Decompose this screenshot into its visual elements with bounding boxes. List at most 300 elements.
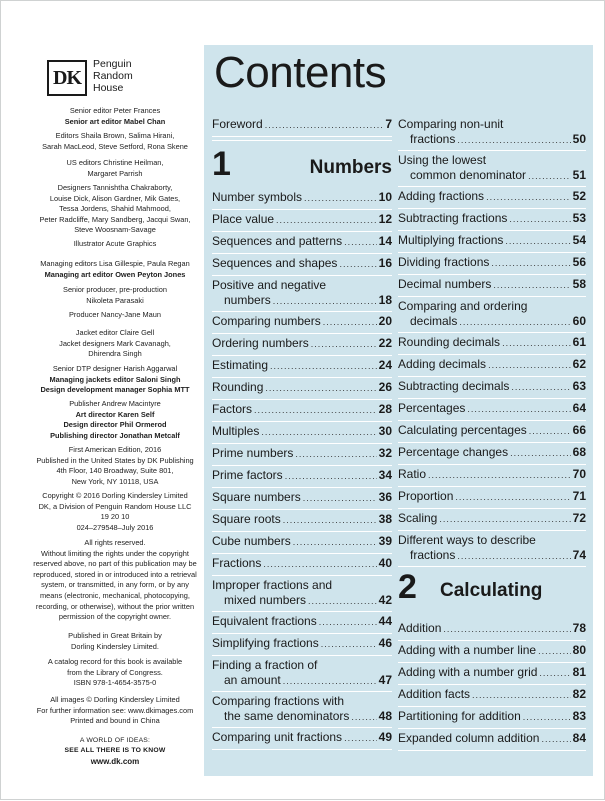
toc-entry-row bbox=[398, 423, 586, 439]
divider bbox=[398, 376, 586, 377]
toc-entry-row bbox=[212, 534, 392, 550]
page-number: 56 bbox=[572, 255, 586, 269]
credit-line: Peter Radcliffe, Mary Sandberg, Jacqui Swan, bbox=[39, 214, 191, 224]
divider bbox=[212, 749, 392, 750]
dot-leader bbox=[455, 490, 570, 505]
dot-leader bbox=[323, 315, 377, 330]
section-header-calculating bbox=[398, 570, 586, 604]
page-number: 48 bbox=[378, 709, 392, 723]
dot-leader bbox=[285, 469, 377, 484]
page-number: 62 bbox=[572, 357, 586, 371]
credit-line: DK, a Division of Penguin Random House LLC bbox=[38, 501, 192, 511]
dot-leader bbox=[488, 358, 571, 373]
credit-line: from the Library of Congress. bbox=[67, 667, 163, 677]
dot-leader bbox=[319, 615, 377, 630]
toc-entry-title: Square roots bbox=[212, 512, 281, 526]
credit-line: US editors Christine Heilman, bbox=[66, 158, 164, 167]
toc-entry[interactable] bbox=[212, 190, 392, 206]
toc-entry-title: Estimating bbox=[212, 358, 269, 372]
toc-entry[interactable] bbox=[212, 380, 392, 396]
credit-block bbox=[27, 310, 203, 321]
toc-entry[interactable] bbox=[398, 299, 586, 330]
credit-line: reserved above, no part of this publication may be bbox=[33, 559, 197, 569]
dot-leader bbox=[529, 424, 571, 439]
page-number: 80 bbox=[572, 643, 586, 657]
toc-entry-row bbox=[212, 424, 392, 440]
toc-entry[interactable] bbox=[212, 534, 392, 550]
toc-entry-row bbox=[398, 643, 586, 659]
toc-entry[interactable] bbox=[398, 379, 586, 395]
page-number: 83 bbox=[572, 709, 586, 723]
toc-entry-title: Multiples bbox=[212, 424, 260, 438]
credit-line: Margaret Parrish bbox=[87, 168, 143, 178]
toc-entry-title: Comparing unit fractions bbox=[212, 730, 343, 744]
divider bbox=[212, 253, 392, 254]
page-number: 16 bbox=[378, 256, 392, 270]
contents-panel bbox=[204, 45, 593, 776]
credit-block bbox=[27, 445, 203, 487]
credit-line: permission of the copyright owner. bbox=[58, 612, 172, 622]
toc-entry-row bbox=[398, 168, 586, 184]
credit-block bbox=[27, 631, 203, 652]
toc-entry[interactable] bbox=[212, 658, 392, 689]
dot-leader bbox=[295, 447, 376, 462]
dot-leader bbox=[505, 234, 570, 249]
credit-line: ISBN 978-1-4654-3575-0 bbox=[73, 678, 157, 688]
toc-entry-row bbox=[212, 234, 392, 250]
divider bbox=[212, 140, 392, 141]
divider bbox=[398, 274, 586, 275]
toc-entry[interactable] bbox=[212, 694, 392, 725]
credit-line: All images © Dorling Kindersley Limited bbox=[50, 695, 180, 704]
divider bbox=[398, 530, 586, 531]
divider bbox=[212, 691, 392, 692]
dk-logo-mark: DK bbox=[47, 60, 87, 96]
dot-leader bbox=[308, 594, 377, 609]
toc-entry-title: Calculating percentages bbox=[398, 423, 527, 437]
page-number: 10 bbox=[378, 190, 392, 204]
divider bbox=[398, 442, 586, 443]
toc-entry-title: decimals bbox=[410, 314, 458, 328]
toc-entry-title: Expanded column addition bbox=[398, 731, 540, 745]
section-title: Numbers bbox=[309, 157, 392, 178]
dot-leader bbox=[265, 118, 384, 133]
toc-entry-title: fractions bbox=[410, 548, 456, 562]
toc-entry[interactable] bbox=[212, 578, 392, 609]
toc-entry-title: Rounding decimals bbox=[398, 335, 501, 349]
toc-entry-title: Partitioning for addition bbox=[398, 709, 521, 723]
credit-line: Art director Karen Self bbox=[75, 409, 155, 419]
dot-leader bbox=[293, 535, 377, 550]
dot-leader bbox=[502, 336, 571, 351]
dot-leader bbox=[493, 278, 570, 293]
toc-entry-title: Prime factors bbox=[212, 468, 283, 482]
toc-entry-row bbox=[398, 233, 586, 249]
toc-entry[interactable] bbox=[398, 335, 586, 351]
toc-entry-title: mixed numbers bbox=[224, 593, 307, 607]
toc-entry-title: Different ways to describe bbox=[398, 533, 536, 547]
credit-line: Illustrator Acute Graphics bbox=[73, 239, 157, 248]
dot-leader bbox=[491, 256, 570, 271]
toc-entry[interactable] bbox=[212, 556, 392, 572]
toc-entry[interactable] bbox=[398, 511, 586, 527]
toc-entry[interactable] bbox=[398, 401, 586, 417]
toc-entry-row bbox=[212, 636, 392, 652]
divider bbox=[212, 633, 392, 634]
page-number: 50 bbox=[572, 132, 586, 146]
divider bbox=[398, 684, 586, 685]
toc-entry[interactable] bbox=[398, 233, 586, 249]
dot-leader bbox=[304, 191, 377, 206]
credit-block bbox=[27, 239, 203, 250]
toc-entry-row bbox=[212, 256, 392, 272]
toc-entry-title: Multiplying fractions bbox=[398, 233, 504, 247]
toc-entry-title: Comparing non-unit bbox=[398, 117, 504, 131]
toc-entry[interactable] bbox=[212, 446, 392, 462]
divider bbox=[212, 727, 392, 728]
toc-entry[interactable] bbox=[398, 255, 586, 271]
page-number: 68 bbox=[572, 445, 586, 459]
dot-leader bbox=[254, 403, 377, 418]
toc-entry-title: numbers bbox=[224, 293, 271, 307]
page-number: 32 bbox=[378, 446, 392, 460]
toc-entry-row bbox=[398, 687, 586, 703]
credit-line: Editors Shaila Brown, Salima Hirani, bbox=[55, 131, 175, 140]
divider bbox=[398, 420, 586, 421]
toc-entry-title: Place value bbox=[212, 212, 275, 226]
toc-entry-title: Percentages bbox=[398, 401, 466, 415]
toc-entry[interactable] bbox=[212, 256, 392, 272]
credit-line: Senior producer, pre-production bbox=[63, 285, 167, 294]
page-number: 40 bbox=[378, 556, 392, 570]
toc-entry-title: Adding fractions bbox=[398, 189, 485, 203]
page-number: 30 bbox=[378, 424, 392, 438]
credit-line: A catalog record for this book is available bbox=[47, 657, 183, 666]
toc-entry-title: Comparing numbers bbox=[212, 314, 321, 328]
divider bbox=[212, 136, 392, 137]
toc-entry[interactable] bbox=[398, 467, 586, 483]
toc-entry[interactable] bbox=[398, 533, 586, 564]
toc-entry-title: Equivalent fractions bbox=[212, 614, 317, 628]
dot-leader bbox=[467, 402, 570, 417]
credit-line: Senior DTP designer Harish Aggarwal bbox=[52, 364, 178, 373]
divider bbox=[212, 655, 392, 656]
credit-block bbox=[27, 399, 203, 441]
credit-block bbox=[27, 259, 203, 280]
toc-entry-title: Using the lowest bbox=[398, 153, 487, 167]
dot-leader bbox=[311, 337, 377, 352]
dot-leader bbox=[276, 213, 377, 228]
toc-entry[interactable] bbox=[212, 424, 392, 440]
toc-entry-row bbox=[398, 665, 586, 681]
dot-leader bbox=[303, 491, 377, 506]
toc-entry-row bbox=[212, 314, 392, 330]
divider bbox=[212, 487, 392, 488]
divider bbox=[398, 486, 586, 487]
toc-entry-row bbox=[398, 255, 586, 271]
credit-line: Without limiting the rights under the copyright bbox=[41, 548, 189, 558]
dot-leader bbox=[528, 169, 571, 184]
divider bbox=[398, 750, 586, 751]
page-number: 54 bbox=[572, 233, 586, 247]
dot-leader bbox=[351, 710, 376, 725]
toc-entry-title: Positive and negative bbox=[212, 278, 327, 292]
toc-entry-row bbox=[212, 402, 392, 418]
credit-line: Publisher Andrew Macintyre bbox=[69, 399, 161, 408]
toc-entry-title: Comparing and ordering bbox=[398, 299, 528, 313]
toc-entry-title: Sequences and shapes bbox=[212, 256, 338, 270]
credit-block bbox=[27, 328, 203, 360]
toc-entry-row bbox=[398, 467, 586, 483]
dot-leader bbox=[339, 257, 376, 272]
toc-entry-row bbox=[398, 731, 586, 747]
toc-entry-row bbox=[398, 621, 586, 637]
credit-line: system, or transmitted, in any form, or by any bbox=[41, 580, 189, 590]
page-number: 22 bbox=[378, 336, 392, 350]
toc-entry-title: Cube numbers bbox=[212, 534, 291, 548]
toc-entry-title: an amount bbox=[224, 673, 281, 687]
divider bbox=[212, 399, 392, 400]
credit-line: 19 20 10 bbox=[100, 512, 130, 522]
toc-entry-row bbox=[212, 490, 392, 506]
toc-entry-row bbox=[398, 357, 586, 373]
divider bbox=[212, 231, 392, 232]
toc-entry-row bbox=[398, 401, 586, 417]
dot-leader bbox=[344, 235, 377, 250]
toc-entry-title: fractions bbox=[410, 132, 456, 146]
toc-entry-title: Improper fractions and bbox=[212, 578, 333, 592]
divider bbox=[212, 355, 392, 356]
toc-entry-row bbox=[398, 335, 586, 351]
toc-entry[interactable] bbox=[212, 278, 392, 309]
page-number: 38 bbox=[378, 512, 392, 526]
page-number: 24 bbox=[378, 358, 392, 372]
page-number: 72 bbox=[572, 511, 586, 525]
toc-entry-title: Simplifying fractions bbox=[212, 636, 319, 650]
toc-entry[interactable] bbox=[212, 614, 392, 630]
toc-entry-title: Adding with a number grid bbox=[398, 665, 538, 679]
credit-line: Senior editor Peter Frances bbox=[69, 106, 161, 115]
toc-entry-row bbox=[212, 380, 392, 396]
credit-line: Producer Nancy-Jane Maun bbox=[68, 310, 162, 319]
dot-leader bbox=[486, 190, 571, 205]
toc-entry-title: Sequences and patterns bbox=[212, 234, 343, 248]
toc-entry[interactable] bbox=[212, 490, 392, 506]
toc-entry-title: Scaling bbox=[398, 511, 438, 525]
credit-line: Dhirendra Singh bbox=[88, 349, 142, 359]
divider bbox=[212, 575, 392, 576]
toc-entry-row bbox=[212, 709, 392, 725]
page-number: 7 bbox=[385, 117, 392, 131]
credit-block bbox=[27, 364, 203, 396]
credit-line: Design director Phil Ormerod bbox=[63, 420, 167, 430]
divider bbox=[212, 465, 392, 466]
credit-block bbox=[27, 183, 203, 236]
credit-line: Published in the United States by DK Publishing bbox=[36, 455, 194, 465]
page-number: 81 bbox=[572, 665, 586, 679]
page-number: 36 bbox=[378, 490, 392, 504]
toc-entry[interactable] bbox=[398, 117, 586, 148]
dot-leader bbox=[265, 381, 376, 396]
toc-entry[interactable] bbox=[212, 512, 392, 528]
page-number: 82 bbox=[572, 687, 586, 701]
toc-entry-title: Adding with a number line bbox=[398, 643, 537, 657]
divider bbox=[212, 509, 392, 510]
dot-leader bbox=[510, 446, 571, 461]
toc-entry-title: Dividing fractions bbox=[398, 255, 490, 269]
toc-entry-title: Subtracting fractions bbox=[398, 211, 508, 225]
dot-leader bbox=[273, 294, 377, 309]
toc-entry[interactable] bbox=[398, 643, 586, 659]
credit-line: reproduced, stored in or introduced into a retrieval bbox=[33, 569, 197, 579]
divider bbox=[398, 150, 586, 151]
toc-entry-row bbox=[398, 132, 586, 148]
toc-entry-row bbox=[398, 314, 586, 330]
section-title: Calculating bbox=[440, 580, 543, 601]
credit-line: Jacket editor Claire Gell bbox=[75, 328, 155, 337]
dot-leader bbox=[443, 622, 570, 637]
publisher-name: Penguin Random House bbox=[93, 58, 133, 94]
dot-leader bbox=[270, 359, 377, 374]
credit-line: recording, or otherwise), without the prior written bbox=[35, 601, 195, 611]
toc-entry-row bbox=[212, 468, 392, 484]
toc-entry[interactable] bbox=[212, 358, 392, 374]
credit-line: 4th Floor, 140 Broadway, Suite 801, bbox=[56, 466, 174, 476]
divider bbox=[398, 728, 586, 729]
dot-leader bbox=[283, 674, 377, 689]
toc-entry-title: Square numbers bbox=[212, 490, 301, 504]
dot-leader bbox=[439, 512, 570, 527]
page-number: 18 bbox=[378, 293, 392, 307]
credit-line: means (electronic, mechanical, photocopying, bbox=[40, 590, 190, 600]
section-header-numbers bbox=[212, 147, 392, 181]
credit-line: Tessa Jordens, Shahid Mahmood, bbox=[59, 204, 171, 214]
credit-line: All rights reserved. bbox=[84, 538, 146, 547]
divider bbox=[398, 662, 586, 663]
publisher-logo bbox=[47, 59, 199, 99]
toc-entry[interactable] bbox=[212, 314, 392, 330]
credit-line: Louise Dick, Alison Gardner, Mik Gates, bbox=[49, 193, 181, 203]
dot-leader bbox=[321, 637, 377, 652]
toc-entry-title: Fractions bbox=[212, 556, 262, 570]
toc-entry-row bbox=[398, 709, 586, 725]
divider bbox=[398, 640, 586, 641]
toc-entry[interactable] bbox=[398, 709, 586, 725]
divider bbox=[212, 421, 392, 422]
toc-entry-title: Factors bbox=[212, 402, 253, 416]
toc-entry[interactable] bbox=[398, 445, 586, 461]
page-number: 44 bbox=[378, 614, 392, 628]
divider bbox=[398, 186, 586, 187]
page-number: 64 bbox=[572, 401, 586, 415]
toc-entry-title: Comparing fractions with bbox=[212, 694, 345, 708]
toc-entry-row bbox=[212, 446, 392, 462]
toc-entry[interactable] bbox=[398, 665, 586, 681]
credit-line: Publishing director Jonathan Metcalf bbox=[50, 430, 180, 440]
credit-line: Steve Woosnam-Savage bbox=[74, 225, 156, 235]
tagline: A WORLD OF IDEAS: SEE ALL THERE IS TO KNOW bbox=[64, 737, 166, 754]
toc-entry[interactable] bbox=[212, 730, 392, 746]
toc-entry[interactable] bbox=[398, 489, 586, 505]
toc-entry-title: Ratio bbox=[398, 467, 427, 481]
dot-leader bbox=[344, 731, 377, 746]
credit-block bbox=[27, 695, 203, 727]
page-number: 78 bbox=[572, 621, 586, 635]
toc-entry[interactable] bbox=[212, 234, 392, 250]
website[interactable]: www.dk.com bbox=[90, 757, 140, 766]
divider bbox=[398, 464, 586, 465]
toc-entry-title: Rounding bbox=[212, 380, 264, 394]
page-number: 47 bbox=[378, 673, 392, 687]
toc-entry[interactable] bbox=[398, 211, 586, 227]
toc-entry[interactable] bbox=[212, 336, 392, 352]
divider bbox=[212, 531, 392, 532]
page-number: 70 bbox=[572, 467, 586, 481]
section-number: 1 bbox=[212, 145, 231, 183]
page-number: 58 bbox=[572, 277, 586, 291]
page-number: 34 bbox=[378, 468, 392, 482]
page-number: 60 bbox=[572, 314, 586, 328]
toc-entry[interactable] bbox=[398, 357, 586, 373]
toc-entry-title: Addition bbox=[398, 621, 442, 635]
divider bbox=[398, 296, 586, 297]
toc-entry[interactable] bbox=[398, 153, 586, 184]
toc-entry-row bbox=[212, 293, 392, 309]
dot-leader bbox=[509, 212, 570, 227]
credit-line: Managing art editor Owen Peyton Jones bbox=[44, 269, 186, 279]
credit-line: 024–279548–July 2016 bbox=[76, 522, 154, 532]
credit-line: Dorling Kindersley Limited. bbox=[71, 641, 159, 651]
credit-line: Design development manager Sophia MTT bbox=[40, 385, 190, 395]
credit-line: New York, NY 10118, USA bbox=[71, 476, 159, 486]
toc-entry-title: Finding a fraction of bbox=[212, 658, 318, 672]
contents-title: Contents bbox=[214, 48, 387, 97]
toc-entry[interactable] bbox=[212, 636, 392, 652]
toc-entry[interactable] bbox=[212, 117, 392, 133]
credit-line: Printed and bound in China bbox=[70, 716, 160, 726]
divider bbox=[212, 333, 392, 334]
toc-entry-row bbox=[212, 730, 392, 746]
toc-entry-row bbox=[398, 445, 586, 461]
credit-block bbox=[27, 106, 203, 127]
toc-entry-title: Percentage changes bbox=[398, 445, 509, 459]
credit-line: For further information see: www.dkimages.com bbox=[36, 705, 194, 715]
toc-entry[interactable] bbox=[212, 468, 392, 484]
toc-entry-title: common denominator bbox=[410, 168, 527, 182]
page-number: 39 bbox=[378, 534, 392, 548]
toc-entry[interactable] bbox=[398, 621, 586, 637]
credit-line: Managing jackets editor Saloni Singh bbox=[49, 374, 181, 384]
toc-entry[interactable] bbox=[398, 277, 586, 293]
toc-entry[interactable] bbox=[398, 189, 586, 205]
toc-entry[interactable] bbox=[398, 731, 586, 747]
dot-leader bbox=[523, 710, 571, 725]
toc-entry[interactable] bbox=[398, 423, 586, 439]
section-number: 2 bbox=[398, 568, 417, 606]
toc-entry[interactable] bbox=[212, 212, 392, 228]
page-number: 66 bbox=[572, 423, 586, 437]
divider bbox=[212, 611, 392, 612]
toc-entry-title: Decimal numbers bbox=[398, 277, 492, 291]
credit-line: Senior art editor Mabel Chan bbox=[64, 116, 166, 126]
divider bbox=[398, 398, 586, 399]
toc-entry[interactable] bbox=[212, 402, 392, 418]
divider bbox=[398, 706, 586, 707]
toc-entry[interactable] bbox=[398, 687, 586, 703]
dot-leader bbox=[263, 557, 376, 572]
credit-block bbox=[27, 285, 203, 306]
toc-entry-title: Subtracting decimals bbox=[398, 379, 510, 393]
